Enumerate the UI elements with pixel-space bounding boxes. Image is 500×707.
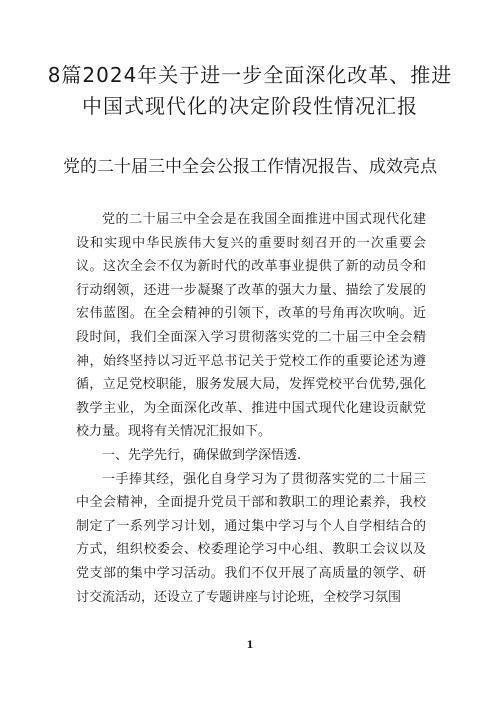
paragraph-heading-one: 一、先学先行，确保做到学深悟透. — [102, 447, 302, 463]
section-title: 党的二十届三中全会公报工作情况报告、成效亮点 — [63, 157, 437, 177]
paragraph-study: 一手捧其经，强化自身学习为了贯彻落实党的二十届三中全会精神，全面提升党员干部和教职工的理论素养，我校制定了一系列学习计划，通过集中学习与个人自学相结合的方式，组织校委会、校委理论学习中心组、教职工会议以及党支部的集中学习活动。我们不仅开展了高质量的领学、研讨交流活动，还设立了专题讲座与讨论班，全校学习氛围 — [76, 471, 426, 605]
paragraph-intro: 党的二十届三中全会是在我国全面推进中国式现代化建设和实现中华民族伟大复兴的重要时刻召开的一次重要会议。这次全会不仅为新时代的改革事业提供了新的动员令和行动纲领，还进一步凝聚了改革的强大力量、描绘了发展的宏伟蓝图。在全会精神的引领下，改革的号角再次吹响。近段时间，我们全面深入学习贯彻落实党的二十届三中全会精神，始终坚持以习近平总书记关于党校工作的重要论述为遵循，立足党校职能，服务发展大局，发挥党校平台优势,强化教学主业，为全面深化改革、推进中国式现代化建设贡献党校力量。现将有关情况汇报如下。 — [76, 212, 426, 440]
page-number: 1 — [246, 640, 254, 651]
document-title: 8篇2024年关于进一步全面深化改革、推进中国式现代化的决定阶段性情况汇报 — [47, 63, 453, 118]
document-body — [76, 208, 426, 609]
